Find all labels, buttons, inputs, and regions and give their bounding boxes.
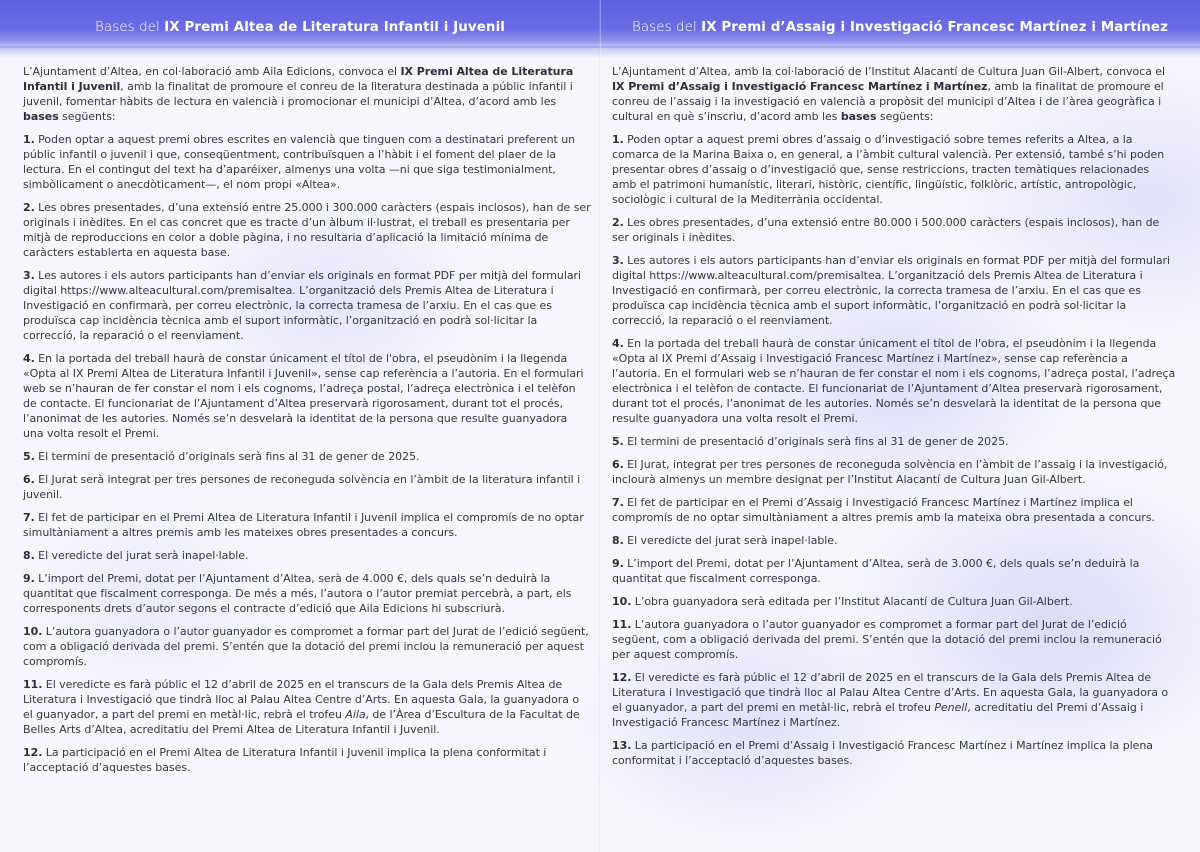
rule-item <box>23 548 591 563</box>
text-run: El fet de participar en el Premi Altea de Literatura Infantil i Juvenil implica el compromís de no optar simultàniament a altres premis amb les mateixes obres presentades a concurs. <box>23 511 584 539</box>
bold-text: IX Premi Altea de Literatura Infantil i Juvenil <box>23 65 574 93</box>
page-title-left <box>0 20 600 35</box>
text-run: El termini de presentació d’originals serà fins al 31 de gener de 2025. <box>34 450 420 463</box>
text-run: El fet de participar en el Premi d’Assaig i Investigació Francesc Martínez i Martínez implica el compromís de no optar simultàniament a altres premis amb la mateixa obra presentada a concurs. <box>612 496 1155 524</box>
text-run: L’obra guanyadora serà editada per l’Institut Alacantí de Cultura Juan Gil-Albert. <box>631 595 1073 608</box>
bold-text: 12. <box>23 746 43 759</box>
italic-text: Aila <box>345 708 366 721</box>
bold-text: 6. <box>612 458 624 471</box>
text-run: , acreditatiu del Premi d’Assaig i Investigació Francesc Martínez i Martínez. <box>612 701 1144 729</box>
text-run: El Jurat, integrat per tres persones de reconeguda solvència en l’àmbit de l’assaig i la investigació, inclourà almenys un membre designat per l’Institut Alacantí de Cultura Juan Gil-Albert. <box>612 458 1168 486</box>
rule-item <box>612 434 1176 449</box>
rule-item <box>23 200 591 260</box>
bold-text: 4. <box>23 352 35 365</box>
text-run: El veredicte del jurat serà inapel·lable. <box>34 549 249 562</box>
bold-text: 10. <box>23 625 43 638</box>
bold-text: 7. <box>23 511 35 524</box>
text-run: , de l’Àrea d’Escultura de la Facultat de Belles Arts d’Altea, acreditatiu del Premi Altea de Literatura Infantil i Juvenil. <box>23 708 580 736</box>
title-prefix: Bases del <box>631 20 702 35</box>
rule-item <box>23 571 591 616</box>
text-run: El veredicte es farà públic el 12 d’abril de 2025 en el transcurs de la Gala dels Premis Altea de Literatura i Investigació que tindrà lloc al Palau Altea Centre d’Arts. En aquesta Gala, la guanyadora o el guanyador, a part del premi en metàl·lic, rebrà el trofeu <box>23 678 580 721</box>
left-page-body <box>23 64 591 783</box>
rule-item <box>612 533 1176 548</box>
text-run: següents: <box>876 110 934 123</box>
bold-text: 7. <box>612 496 624 509</box>
bold-text: 12. <box>612 671 632 684</box>
text-run: El termini de presentació d’originals serà fins al 31 de gener de 2025. <box>623 435 1009 448</box>
rule-item <box>23 472 591 502</box>
text-run: Poden optar a aquest premi obres d’assaig o d’investigació sobre temes referits a Altea, a la comarca de la Marina Baixa o, en general, a l’àmbit cultural valencià. Per extensió, també s’hi poden presentar obres d’assaig o d’investigació que, sense restriccions, tracten temàtiques relacionades amb el patrimoni humanístic, literari, històric, científic, lingüístic, folklòric, artístic, antropològic, sociològic i cultural de la Mediterrània occidental. <box>612 133 1165 206</box>
rule-item <box>23 351 591 441</box>
rule-item <box>23 132 591 192</box>
page-fold <box>599 0 601 852</box>
text-run: En la portada del treball haurà de constar únicament el títol de l'obra, el pseudònim i la llegenda «Opta al IX Premi Altea de Literatura Infantil i Juvenil», sense cap referència a l’autoria. En el formulari web se n’hauran de fer constar el nom i els cognoms, l’adreça postal, l’adreça electrònica i el telèfon de contacte. El funcionariat de l’Ajuntament d’Altea preservarà rigorosament, durant tot el procés, l’anonimat de les autories. Només se’n desvelarà la identitat de la persona que resulte guanyadora una volta resolt el Premi. <box>23 352 584 440</box>
text-run: El veredicte es farà públic el 12 d’abril de 2025 en el transcurs de la Gala dels Premis Altea de Literatura i Investigació que tindrà lloc al Palau Altea Centre d’Arts. En aquesta Gala, la guanyadora o el guanyador, a part del premi en metàl·lic, rebrà el trofeu <box>612 671 1169 714</box>
bold-text: 4. <box>612 337 624 350</box>
bold-text: 6. <box>23 473 35 486</box>
text-run: , amb la finalitat de promoure el conreu de la literatura destinada a públic infantil i juvenil, fomentar hàbits de lectura en valencià i promocionar el municipi d’Altea, d’acord amb les <box>23 80 573 108</box>
text-run: La participació en el Premi Altea de Literatura Infantil i Juvenil implica la plena conformitat i l’acceptació d’aquestes bases. <box>23 746 547 774</box>
text-run: L’import del Premi, dotat per l’Ajuntament d’Altea, serà de 3.000 €, dels quals se’n deduirà la quantitat que fiscalment corresponga. <box>612 557 1140 585</box>
text-run: L’import del Premi, dotat per l’Ajuntament d’Altea, serà de 4.000 €, dels quals se’n deduirà la quantitat que fiscalment corresponga. De més a més, l’autora o l’autor premiat percebrà, a part, els corresponents drets d’autor segons el contracte d’edició que Aila Edicions hi subscriurà. <box>23 572 572 615</box>
text-run: L’Ajuntament d’Altea, amb la col·laboració de l’Institut Alacantí de Cultura Juan Gil-Albert, convoca el <box>612 65 1166 78</box>
rule-item <box>612 594 1176 609</box>
rule-item <box>23 449 591 464</box>
text-run: , amb la finalitat de promoure el conreu de l’assaig i la investigació en valencià a propòsit del municipi d’Altea i de l’àrea geogràfica i cultural en què s’inscriu, d’acord amb les <box>612 80 1164 123</box>
bold-text: 10. <box>612 595 632 608</box>
text-run: Poden optar a aquest premi obres escrites en valencià que tinguen com a destinatari preferent un públic infantil o juvenil i que, conseqüentment, contribuïsquen a l’hàbit i el foment del plaer de la lectura. En el contingut del text ha d’aparéixer, almenys una volta —ni que siga testimonialment, simbòlicament o anecdòticament—, el nom propi «Altea». <box>23 133 576 191</box>
bold-text: 11. <box>612 618 632 631</box>
text-run: següents: <box>58 110 116 123</box>
rule-item <box>612 253 1176 328</box>
italic-text: Penell <box>934 701 968 714</box>
bold-text: 2. <box>23 201 35 214</box>
right-page-body <box>612 64 1176 776</box>
title-bold: IX Premi Altea de Literatura Infantil i Juvenil <box>164 20 505 35</box>
rule-item <box>23 745 591 775</box>
rule-item <box>23 677 591 737</box>
bold-text: 5. <box>612 435 624 448</box>
text-run: L’autora guanyadora o l’autor guanyador es compromet a formar part del Jurat de l’edició següent, com a obligació derivada del premi. S’entén que la dotació del premi inclou la remuneració per aquest compromís. <box>23 625 589 668</box>
page-title-right <box>600 20 1200 35</box>
bold-text: IX Premi d’Assaig i Investigació Francesc Martínez i Martínez <box>612 80 988 93</box>
rule-item <box>612 556 1176 586</box>
intro-paragraph <box>23 64 591 124</box>
rule-item <box>612 617 1176 662</box>
bold-text: 1. <box>612 133 624 146</box>
bold-text: 13. <box>612 739 632 752</box>
text-run: El veredicte del jurat serà inapel·lable. <box>623 534 838 547</box>
rule-item <box>23 624 591 669</box>
rule-item <box>612 215 1176 245</box>
title-prefix: Bases del <box>95 20 165 35</box>
bold-text: 5. <box>23 450 35 463</box>
bold-text: 8. <box>612 534 624 547</box>
bold-text: 11. <box>23 678 43 691</box>
bold-text: 3. <box>23 269 35 282</box>
bold-text: 3. <box>612 254 624 267</box>
text-run: Les autores i els autors participants han d’enviar els originals en format PDF per mitjà del formulari digital https://www.alteacultural.com/premisaltea. L’organització dels Premis Altea de Literatura i Investigació en confirmarà, per correu electrònic, la correcta tramesa de l’arxiu. En el cas que es produïsca cap incidència tècnica amb el suport informàtic, l’organització en podrà sol·licitar la correcció, la reparació o el reenviament. <box>23 269 582 342</box>
text-run: L’autora guanyadora o l’autor guanyador es compromet a formar part del Jurat de l’edició següent, com a obligació derivada del premi. S’entén que la dotació del premi inclou la remuneració per aquest compromís. <box>612 618 1162 661</box>
text-run: En la portada del treball haurà de constar únicament el títol de l'obra, el pseudònim i la llegenda «Opta al IX Premi d’Assaig i Investigació Francesc Martínez i Martínez», sense cap referència a l’autoria. En el formulari web se n’hauran de fer constar el nom i els cognoms, l’adreça postal, l’adreça electrònica i el telèfon de contacte. El funcionariat de l’Ajuntament d’Altea preservarà rigorosament, durant tot el procés, l’anonimat de les autories. Només se’n desvelarà la identitat de la persona que resulte guanyadora una volta resolt el Premi. <box>612 337 1176 425</box>
bold-text: 2. <box>612 216 624 229</box>
text-run: El Jurat serà integrat per tres persones de reconeguda solvència en l’àmbit de la literatura infantil i juvenil. <box>23 473 581 501</box>
rule-item <box>612 495 1176 525</box>
text-run: La participació en el Premi d’Assaig i Investigació Francesc Martínez i Martínez implica la plena conformitat i l’acceptació d’aquestes bases. <box>612 739 1153 767</box>
bold-text: bases <box>840 110 877 123</box>
text-run: L’Ajuntament d’Altea, en col·laboració amb Aila Edicions, convoca el <box>23 65 401 78</box>
rule-item <box>612 132 1176 207</box>
intro-paragraph <box>612 64 1176 124</box>
rule-item <box>612 738 1176 768</box>
text-run: Les obres presentades, d’una extensió entre 80.000 i 500.000 caràcters (espais inclosos), han de ser originals i inèdites. <box>612 216 1160 244</box>
bold-text: 1. <box>23 133 35 146</box>
title-bold: IX Premi d’Assaig i Investigació Francesc Martínez i Martínez <box>701 20 1168 35</box>
rule-item <box>23 510 591 540</box>
bold-text: 8. <box>23 549 35 562</box>
bold-text: 9. <box>612 557 624 570</box>
text-run: Les obres presentades, d’una extensió entre 25.000 i 300.000 caràcters (espais inclosos), han de ser originals i inèdites. En el cas concret que es tracte d’un àlbum il·lustrat, el treball es presentaria per mitjà de reproduccions en color a doble pàgina, i no resultaria d’aplicació la limitació mínima de caràcters establerta en aquesta base. <box>23 201 591 259</box>
rule-item <box>612 457 1176 487</box>
bold-text: bases <box>23 110 59 123</box>
rule-item <box>612 336 1176 426</box>
rule-item <box>23 268 591 343</box>
bold-text: 9. <box>23 572 35 585</box>
text-run: Les autores i els autors participants han d’enviar els originals en format PDF per mitjà del formulari digital https://www.alteacultural.com/premisaltea. L’organització dels Premis Altea de Literatura i Investigació en confirmarà, per correu electrònic, la correcta tramesa de l’arxiu. En el cas que es produïsca cap incidència tècnica amb el suport informàtic, l’organització en podrà sol·licitar la correcció, la reparació o el reenviament. <box>612 254 1171 327</box>
rule-item <box>612 670 1176 730</box>
